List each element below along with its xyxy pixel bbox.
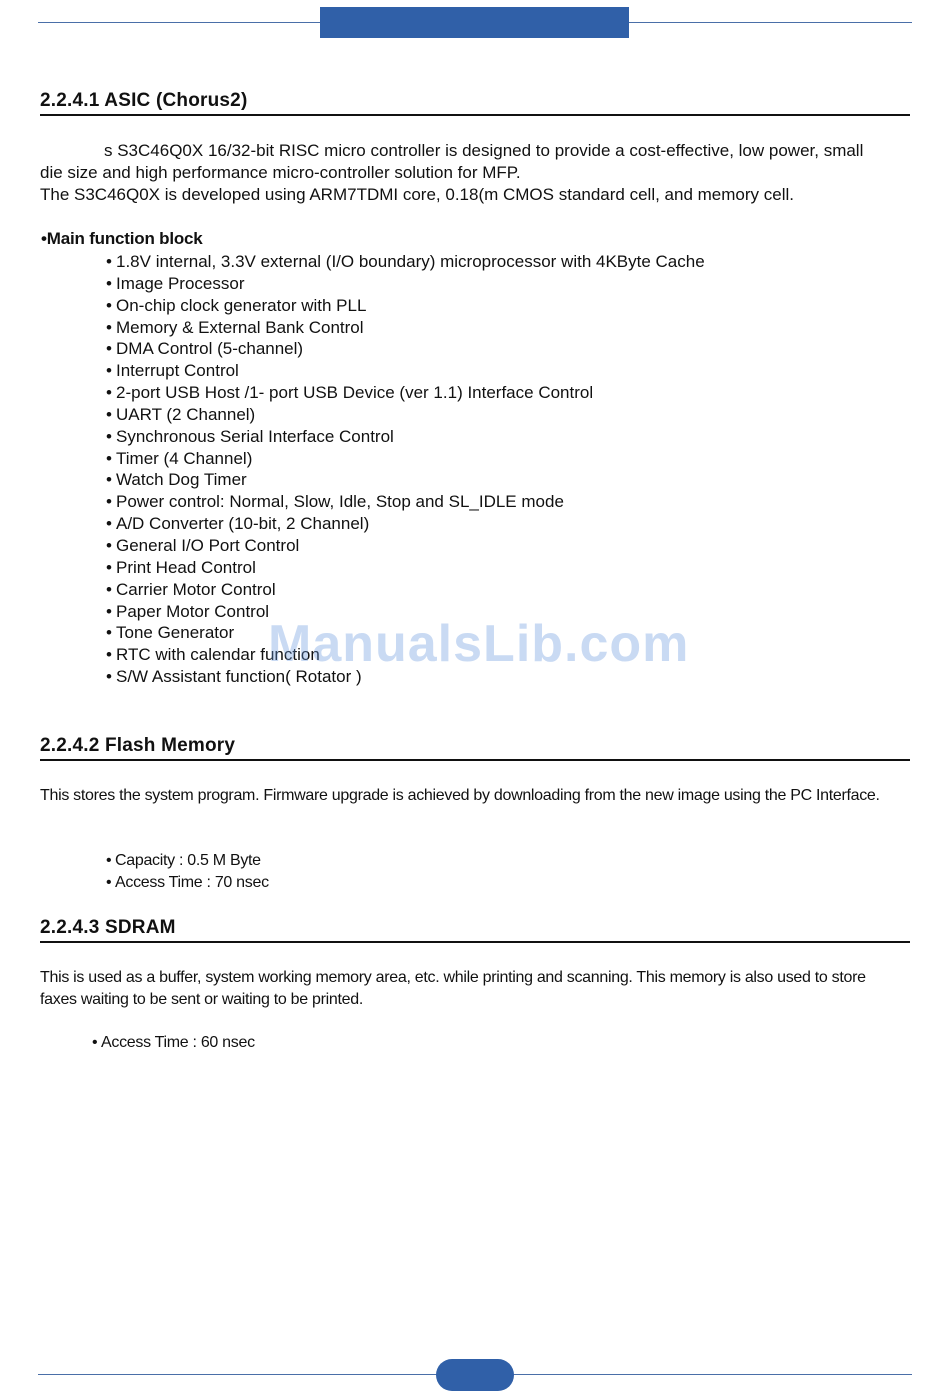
- bullet-icon: •: [106, 383, 112, 403]
- sdram-description: This is used as a buffer, system working memory area, etc. while printing and scanning. This memory is also used to store faxes waiting to be sent or waiting to be printed.: [40, 969, 866, 1008]
- flash-description: This stores the system program. Firmware upgrade is achieved by downloading from the new image using the PC Interface.: [40, 787, 880, 804]
- bullet-icon: •: [106, 317, 112, 337]
- bullet-icon: •: [106, 470, 112, 490]
- list-item: • Watch Dog Timer: [106, 470, 247, 490]
- list-item: • On-chip clock generator with PLL: [106, 295, 367, 315]
- section-heading-flash: 2.2.4.2 Flash Memory: [40, 735, 910, 761]
- bullet-icon: •: [106, 361, 112, 381]
- list-item: • S/W Assistant function( Rotator ): [106, 667, 362, 687]
- list-item: • 1.8V internal, 3.3V external (I/O boundary) microprocessor with 4KByte Cache: [106, 252, 705, 271]
- bullet-icon: •: [106, 448, 112, 468]
- section-heading-sdram: 2.2.4.3 SDRAM: [40, 917, 910, 943]
- bullet-icon: •: [92, 1034, 98, 1051]
- list-item: • Tone Generator: [106, 623, 235, 643]
- list-item: • Paper Motor Control: [106, 601, 270, 621]
- bullet-icon: •: [106, 295, 112, 315]
- bullet-icon: •: [106, 426, 112, 446]
- list-item: • Capacity : 0.5 M Byte: [106, 850, 269, 872]
- main-function-block-label: •Main function block: [41, 229, 203, 248]
- list-item: • Timer (4 Channel): [106, 448, 253, 468]
- bullet-icon: •: [106, 873, 112, 891]
- list-item: • 2-port USB Host /1- port USB Device (ver 1.1) Interface Control: [106, 383, 594, 403]
- list-item: • Access Time : 70 nsec: [106, 872, 269, 894]
- section-heading-asic: 2.2.4.1 ASIC (Chorus2): [40, 90, 910, 116]
- list-item: • RTC with calendar function: [106, 645, 320, 665]
- bullet-icon: •: [106, 623, 112, 643]
- bullet-icon: •: [106, 852, 112, 869]
- list-item: • DMA Control (5-channel): [106, 339, 304, 359]
- bullet-icon: •: [106, 557, 112, 577]
- list-item: • Carrier Motor Control: [106, 579, 276, 599]
- list-item: • Access Time : 60 nsec: [92, 1032, 255, 1054]
- bullet-icon: •: [106, 492, 112, 512]
- list-item: • Synchronous Serial Interface Control: [106, 426, 394, 446]
- list-item: • UART (2 Channel): [106, 404, 256, 424]
- list-item: • Interrupt Control: [106, 361, 239, 381]
- bullet-icon: •: [106, 535, 112, 555]
- asic-core-paragraph: The S3C46Q0X is developed using ARM7TDMI core, 0.18(m CMOS standard cell, and memory cell.: [40, 185, 794, 204]
- bullet-icon: •: [106, 667, 112, 687]
- sdram-spec-list: [92, 1032, 255, 1054]
- watermark: ManualsLib.com: [268, 615, 690, 673]
- header-tab: [320, 7, 629, 38]
- bullet-icon: •: [106, 339, 112, 359]
- page-number-badge: [436, 1359, 514, 1391]
- bullet-icon: •: [106, 579, 112, 599]
- asic-intro-paragraph: s S3C46Q0X 16/32-bit RISC micro controller is designed to provide a cost-effective, low power, small die size and high performance micro-controller solution for MFP.: [40, 141, 864, 182]
- bullet-icon: •: [106, 273, 112, 293]
- list-item: • A/D Converter (10-bit, 2 Channel): [106, 514, 370, 534]
- list-item: • Print Head Control: [106, 557, 256, 577]
- flash-spec-list: [106, 850, 269, 894]
- bullet-icon: •: [106, 404, 112, 424]
- bullet-icon: •: [106, 514, 112, 534]
- list-item: • Image Processor: [106, 273, 245, 293]
- bullet-icon: •: [106, 252, 112, 271]
- list-item: • General I/O Port Control: [106, 535, 300, 555]
- list-item: • Memory & External Bank Control: [106, 317, 364, 337]
- bullet-icon: •: [106, 645, 112, 665]
- bullet-icon: •: [106, 601, 112, 621]
- list-item: • Power control: Normal, Slow, Idle, Stop and SL_IDLE mode: [106, 492, 564, 512]
